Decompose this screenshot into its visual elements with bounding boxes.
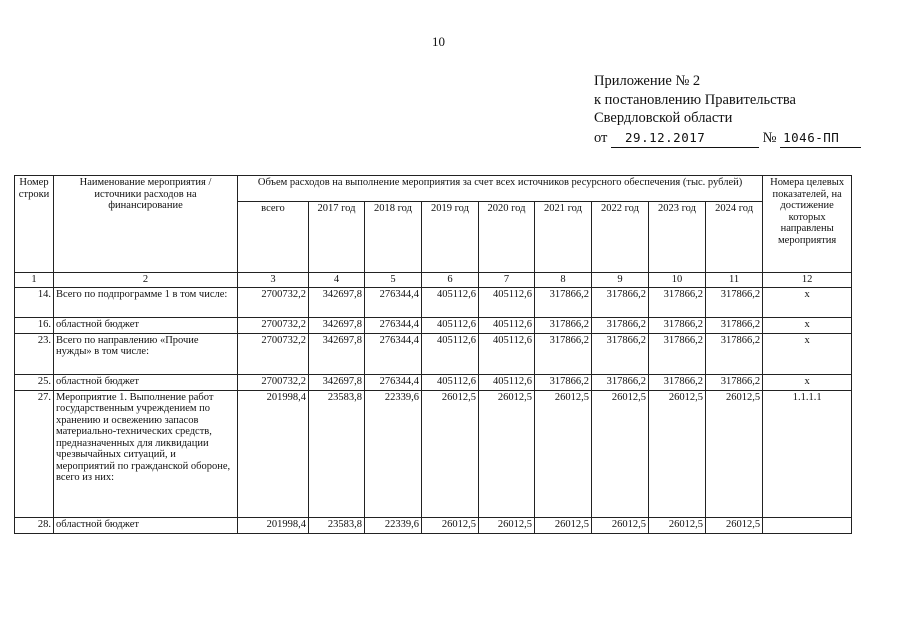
value-year: 405112,6 <box>422 333 479 374</box>
value-year: 317866,2 <box>706 374 763 390</box>
value-year: 405112,6 <box>479 287 535 317</box>
target-indicator <box>763 517 852 533</box>
value-total: 2700732,2 <box>238 287 309 317</box>
value-year: 317866,2 <box>535 287 592 317</box>
decree-date: 29.12.2017 <box>611 129 759 149</box>
value-year: 26012,5 <box>706 517 763 533</box>
decree-number: 1046-ПП <box>780 129 861 149</box>
row-name: областной бюджет <box>54 374 238 390</box>
value-year: 317866,2 <box>592 287 649 317</box>
column-index: 1 <box>15 273 54 288</box>
row-number: 23. <box>15 333 54 374</box>
row-name: Всего по подпрограмме 1 в том числе: <box>54 287 238 317</box>
header-year: 2017 год <box>309 201 365 272</box>
column-index-row <box>15 273 852 288</box>
value-year: 317866,2 <box>706 287 763 317</box>
header-year: 2018 год <box>365 201 422 272</box>
value-year: 405112,6 <box>479 333 535 374</box>
header-year: 2023 год <box>649 201 706 272</box>
value-year: 276344,4 <box>365 317 422 333</box>
expense-table <box>14 175 852 534</box>
header-total: всего <box>238 201 309 272</box>
column-index: 4 <box>309 273 365 288</box>
column-index: 10 <box>649 273 706 288</box>
value-year: 342697,8 <box>309 374 365 390</box>
number-label: № <box>762 129 777 146</box>
value-year: 26012,5 <box>535 390 592 517</box>
header-year: 2020 год <box>479 201 535 272</box>
target-indicator: x <box>763 317 852 333</box>
header-year: 2019 год <box>422 201 479 272</box>
header-year: 2024 год <box>706 201 763 272</box>
value-year: 317866,2 <box>649 287 706 317</box>
value-year: 26012,5 <box>706 390 763 517</box>
value-year: 23583,8 <box>309 390 365 517</box>
appendix-title: Приложение № 2 <box>594 73 701 89</box>
target-indicator: x <box>763 287 852 317</box>
value-year: 22339,6 <box>365 517 422 533</box>
value-year: 276344,4 <box>365 374 422 390</box>
value-year: 317866,2 <box>649 333 706 374</box>
table-row <box>15 374 852 390</box>
header-year: 2021 год <box>535 201 592 272</box>
table-row <box>15 287 852 317</box>
value-total: 2700732,2 <box>238 317 309 333</box>
target-indicator: 1.1.1.1 <box>763 390 852 517</box>
header-name: Наименование мероприятия / источники расходов на финансирование <box>54 176 238 273</box>
value-year: 342697,8 <box>309 333 365 374</box>
value-year: 317866,2 <box>649 317 706 333</box>
header-row-top <box>15 176 852 202</box>
appendix-decree: к постановлению Правительства <box>594 91 796 108</box>
row-number: 28. <box>15 517 54 533</box>
target-indicator: x <box>763 333 852 374</box>
from-label: от <box>594 129 608 146</box>
value-year: 317866,2 <box>592 333 649 374</box>
value-year: 26012,5 <box>592 517 649 533</box>
column-index: 5 <box>365 273 422 288</box>
appendix-signature-line <box>594 129 861 149</box>
value-year: 26012,5 <box>479 390 535 517</box>
value-year: 342697,8 <box>309 317 365 333</box>
value-year: 26012,5 <box>592 390 649 517</box>
column-index: 2 <box>54 273 238 288</box>
header-indicators: Номера целевых показателей, на достижение которых направлены мероприятия <box>763 176 852 273</box>
value-year: 317866,2 <box>706 317 763 333</box>
value-total: 2700732,2 <box>238 374 309 390</box>
value-year: 405112,6 <box>422 317 479 333</box>
page-number: 10 <box>432 34 445 49</box>
value-year: 317866,2 <box>649 374 706 390</box>
header-row-number: Номер строки <box>15 176 54 273</box>
value-year: 405112,6 <box>479 374 535 390</box>
appendix-header <box>594 72 861 148</box>
value-year: 317866,2 <box>592 374 649 390</box>
value-year: 26012,5 <box>422 390 479 517</box>
value-year: 317866,2 <box>535 333 592 374</box>
value-total: 201998,4 <box>238 517 309 533</box>
column-index: 8 <box>535 273 592 288</box>
value-total: 201998,4 <box>238 390 309 517</box>
value-year: 22339,6 <box>365 390 422 517</box>
row-name: Мероприятие 1. Выполнение работ государственным учреждением по хранению и освежению запасов материально-технических средств, предназначенных для ликвидации чрезвычайных ситуаций, и мероприятий по гражданской обороне, всего из них: <box>54 390 238 517</box>
value-year: 405112,6 <box>422 374 479 390</box>
table-row <box>15 317 852 333</box>
value-year: 26012,5 <box>422 517 479 533</box>
table-row <box>15 517 852 533</box>
value-year: 317866,2 <box>592 317 649 333</box>
column-index: 7 <box>479 273 535 288</box>
table-row <box>15 333 852 374</box>
value-year: 23583,8 <box>309 517 365 533</box>
row-number: 16. <box>15 317 54 333</box>
column-index: 3 <box>238 273 309 288</box>
row-number: 14. <box>15 287 54 317</box>
value-year: 317866,2 <box>535 374 592 390</box>
value-year: 26012,5 <box>479 517 535 533</box>
value-year: 276344,4 <box>365 333 422 374</box>
value-year: 317866,2 <box>535 317 592 333</box>
row-name: областной бюджет <box>54 317 238 333</box>
target-indicator: x <box>763 374 852 390</box>
header-volume: Объем расходов на выполнение мероприятия за счет всех источников ресурсного обеспечения (тыс. рублей) <box>238 176 763 202</box>
row-number: 27. <box>15 390 54 517</box>
value-year: 405112,6 <box>422 287 479 317</box>
row-name: областной бюджет <box>54 517 238 533</box>
value-year: 405112,6 <box>479 317 535 333</box>
appendix-region: Свердловской области <box>594 110 733 126</box>
value-year: 342697,8 <box>309 287 365 317</box>
row-number: 25. <box>15 374 54 390</box>
value-total: 2700732,2 <box>238 333 309 374</box>
column-index: 6 <box>422 273 479 288</box>
value-year: 26012,5 <box>649 390 706 517</box>
value-year: 26012,5 <box>535 517 592 533</box>
column-index: 9 <box>592 273 649 288</box>
value-year: 317866,2 <box>706 333 763 374</box>
value-year: 26012,5 <box>649 517 706 533</box>
row-name: Всего по направлению «Прочие нужды» в том числе: <box>54 333 238 374</box>
column-index: 11 <box>706 273 763 288</box>
header-year: 2022 год <box>592 201 649 272</box>
value-year: 276344,4 <box>365 287 422 317</box>
table-row <box>15 390 852 517</box>
column-index: 12 <box>763 273 852 288</box>
